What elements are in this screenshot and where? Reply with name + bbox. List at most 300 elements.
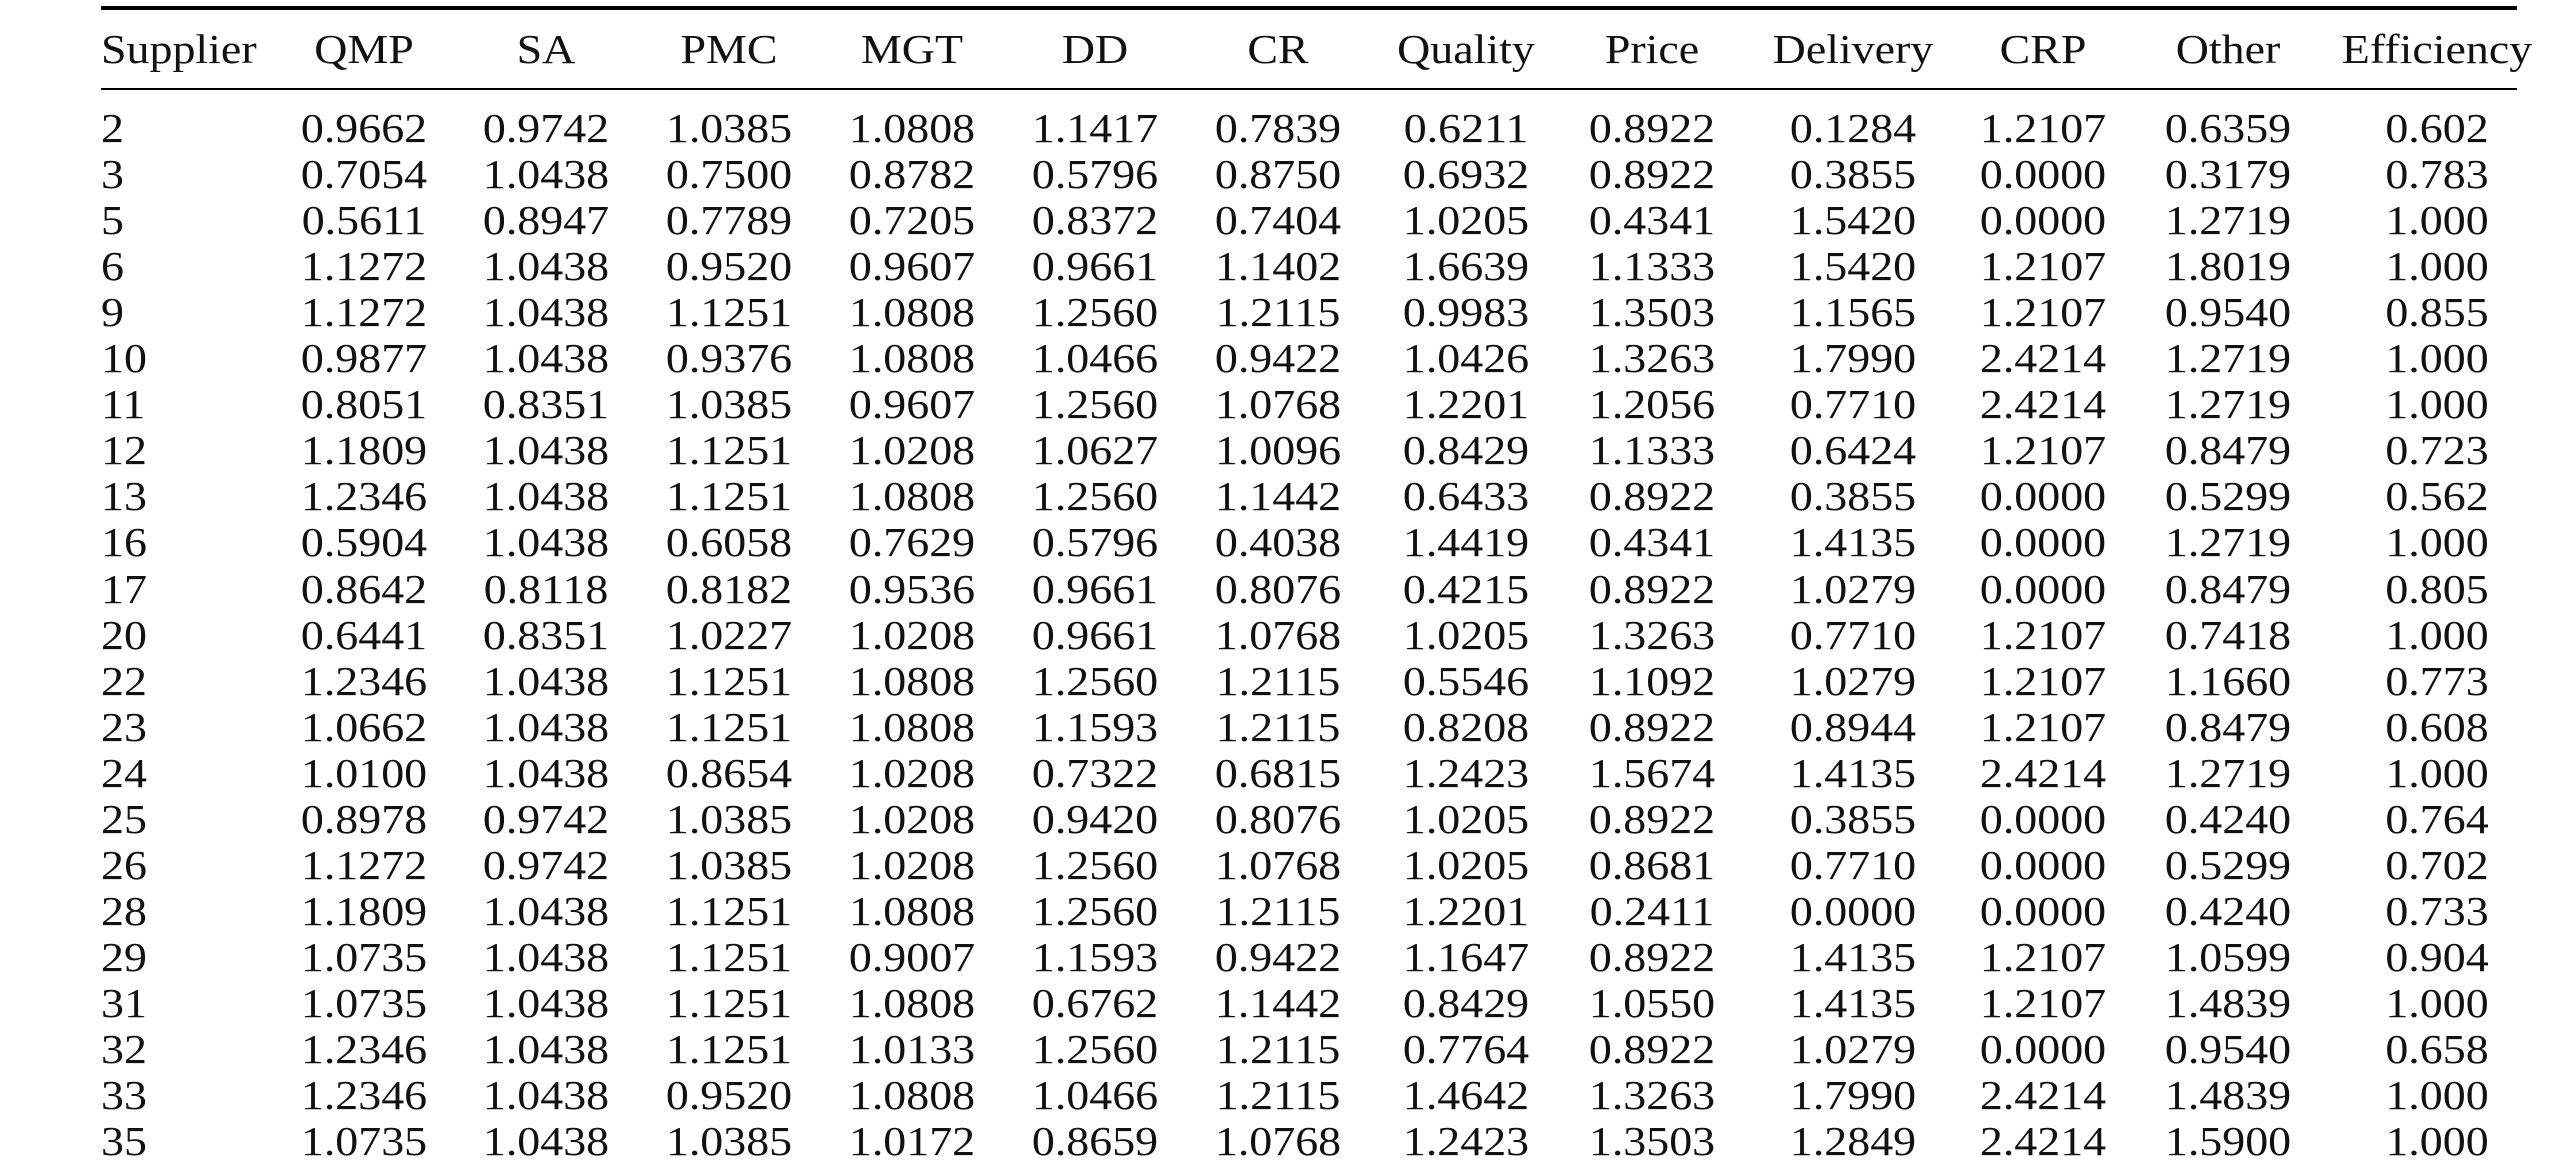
- table-cell: 0.9877: [300, 335, 428, 382]
- table-cell: 1.0735: [300, 1118, 428, 1165]
- column-header-crp: CRP: [1999, 26, 2087, 72]
- table-cell: 1.0438: [482, 473, 610, 520]
- supplier-id-cell: 2: [101, 105, 124, 151]
- column-header-supplier: Supplier: [101, 26, 257, 72]
- table-cell: 0.7418: [2164, 611, 2292, 658]
- table-cell: 0.9662: [300, 105, 428, 151]
- column-header-efficiency: Efficiency: [2341, 26, 2533, 72]
- table-cell: 1.1272: [300, 243, 428, 290]
- table-cell: 1.0735: [300, 933, 428, 980]
- table-cell: 1.0426: [1402, 335, 1530, 382]
- table-cell: 1.4135: [1789, 749, 1917, 796]
- table-cell: 0.8922: [1588, 473, 1716, 520]
- table-cell: 1.000: [2385, 243, 2489, 290]
- table-cell: 1.2115: [1215, 657, 1341, 704]
- table-cell: 1.6639: [1402, 243, 1530, 290]
- table-cell: 0.0000: [1789, 887, 1917, 934]
- table-header-rule: [101, 88, 2517, 90]
- table-cell: 1.2849: [1789, 1118, 1917, 1165]
- table-cell: 1.1442: [1214, 979, 1342, 1026]
- table-cell: 0.9536: [848, 565, 976, 612]
- table-cell: 1.1333: [1588, 243, 1716, 290]
- table-cell: 0.8076: [1214, 795, 1342, 842]
- table-cell: 1.2107: [1979, 611, 2107, 658]
- table-cell: 2.4214: [1979, 1118, 2107, 1165]
- column-header-delivery: Delivery: [1772, 26, 1934, 72]
- table-cell: 1.2560: [1031, 381, 1159, 428]
- supplier-id-cell: 33: [101, 1072, 147, 1119]
- table-cell: 0.7789: [665, 197, 793, 244]
- table-cell: 1.0550: [1588, 979, 1716, 1026]
- table-cell: 0.5546: [1402, 657, 1530, 704]
- table-cell: 1.2719: [2164, 519, 2292, 566]
- table-cell: 0.3179: [2164, 151, 2292, 198]
- table-cell: 1.1647: [1402, 933, 1530, 980]
- table-cell: 0.8681: [1588, 841, 1716, 888]
- table-cell: 0.0000: [1979, 565, 2107, 612]
- table-cell: 1.0100: [300, 749, 428, 796]
- table-cell: 1.0662: [300, 703, 428, 750]
- table-cell: 1.0279: [1789, 565, 1917, 612]
- table-cell: 0.0000: [1979, 197, 2107, 244]
- column-header-pmc: PMC: [680, 26, 778, 72]
- table-cell: 1.1251: [665, 473, 793, 520]
- table-cell: 1.0172: [848, 1118, 976, 1165]
- supplier-id-cell: 24: [101, 749, 147, 796]
- table-cell: 1.0438: [482, 749, 610, 796]
- table-cell: 1.0385: [665, 105, 793, 151]
- table-cell: 1.7990: [1789, 335, 1917, 382]
- table-cell: 0.904: [2385, 933, 2489, 980]
- table-cell: 0.8922: [1588, 565, 1716, 612]
- table-cell: 0.8944: [1789, 703, 1917, 750]
- table-cell: 1.0438: [482, 703, 610, 750]
- supplier-id-cell: 22: [101, 657, 147, 704]
- table-cell: 0.0000: [1979, 841, 2107, 888]
- table-cell: 0.9607: [848, 381, 976, 428]
- column-header-quality: Quality: [1397, 26, 1535, 72]
- table-cell: 0.3855: [1789, 795, 1917, 842]
- table-cell: 0.8922: [1588, 703, 1716, 750]
- table-cell: 0.9742: [482, 105, 610, 151]
- table-cell: 1.000: [2385, 519, 2489, 566]
- table-cell: 0.0000: [1979, 795, 2107, 842]
- column-header-price: Price: [1604, 26, 1700, 72]
- table-cell: 0.3855: [1789, 151, 1917, 198]
- table-cell: 0.8351: [482, 611, 610, 658]
- table-cell: 1.1809: [300, 427, 428, 474]
- table-cell: 1.4839: [2164, 979, 2292, 1026]
- table-cell: 1.4135: [1789, 933, 1917, 980]
- table-cell: 1.0808: [848, 473, 976, 520]
- table-cell: 1.2560: [1031, 887, 1159, 934]
- table-cell: 0.8922: [1588, 1026, 1716, 1072]
- supplier-id-cell: 20: [101, 611, 147, 658]
- table-cell: 1.0438: [482, 427, 610, 474]
- table-cell: 1.1251: [665, 427, 793, 474]
- table-cell: 0.9420: [1031, 795, 1159, 842]
- table-cell: 0.855: [2385, 289, 2489, 336]
- table-cell: 1.0205: [1402, 841, 1530, 888]
- table-cell: 1.4135: [1789, 979, 1917, 1026]
- table-cell: 0.8051: [300, 381, 428, 428]
- table-cell: 0.8782: [848, 151, 976, 198]
- table-cell: 0.723: [2385, 427, 2489, 474]
- table-cell: 0.8372: [1031, 197, 1159, 244]
- table-cell: 0.8351: [482, 381, 610, 428]
- table-cell: 1.0205: [1402, 611, 1530, 658]
- column-header-cr: CR: [1247, 26, 1309, 72]
- supplier-id-cell: 3: [101, 151, 124, 198]
- table-cell: 1.2056: [1588, 381, 1716, 428]
- table-cell: 1.0133: [848, 1026, 976, 1072]
- table-cell: 0.9742: [482, 841, 610, 888]
- table-cell: 1.2107: [1979, 657, 2107, 704]
- table-cell: 1.0438: [482, 1072, 610, 1119]
- table-cell: 1.5420: [1789, 197, 1917, 244]
- table-cell: 0.773: [2385, 657, 2489, 704]
- table-cell: 1.0208: [848, 749, 976, 796]
- supplier-id-cell: 6: [101, 243, 124, 290]
- table-cell: 1.1251: [665, 887, 793, 934]
- table-cell: 1.0438: [482, 657, 610, 704]
- table-cell: 1.1660: [2164, 657, 2292, 704]
- table-cell: 0.3855: [1789, 473, 1917, 520]
- table-cell: 1.0438: [482, 243, 610, 290]
- table-cell: 0.0000: [1979, 519, 2107, 566]
- table-cell: 1.0385: [665, 1118, 793, 1165]
- table-cell: 0.8659: [1031, 1118, 1159, 1165]
- table-cell: 1.0808: [848, 1072, 976, 1119]
- table-cell: 1.1333: [1588, 427, 1716, 474]
- table-cell: 0.6441: [300, 611, 428, 658]
- table-cell: 0.8118: [483, 565, 609, 612]
- table-cell: 1.0208: [848, 841, 976, 888]
- table-cell: 1.2107: [1979, 243, 2107, 290]
- table-cell: 1.0208: [848, 795, 976, 842]
- table-cell: 1.1272: [300, 289, 428, 336]
- table-cell: 1.0627: [1031, 427, 1159, 474]
- table-cell: 1.1272: [300, 841, 428, 888]
- table-cell: 1.7990: [1789, 1072, 1917, 1119]
- table-cell: 0.8642: [300, 565, 428, 612]
- table-cell: 1.4839: [2164, 1072, 2292, 1119]
- table-cell: 1.2719: [2164, 197, 2292, 244]
- table-cell: 0.4038: [1214, 519, 1342, 566]
- table-cell: 1.1593: [1031, 933, 1159, 980]
- table-cell: 0.7054: [300, 151, 428, 198]
- table-cell: 0.6762: [1031, 979, 1159, 1026]
- table-cell: 1.000: [2385, 381, 2489, 428]
- table-cell: 1.0438: [482, 979, 610, 1026]
- column-header-sa: SA: [516, 26, 576, 72]
- table-cell: 0.8429: [1402, 979, 1530, 1026]
- table-cell: 1.1251: [665, 703, 793, 750]
- table-cell: 0.7500: [665, 151, 793, 198]
- table-cell: 0.8479: [2164, 565, 2292, 612]
- supplier-id-cell: 29: [101, 933, 147, 980]
- table-cell: 0.8922: [1588, 151, 1716, 198]
- table-cell: 1.1251: [665, 933, 793, 980]
- supplier-id-cell: 26: [101, 841, 147, 888]
- table-cell: 1.2719: [2164, 381, 2292, 428]
- table-cell: 1.2201: [1402, 887, 1530, 934]
- table-cell: 1.2423: [1402, 1118, 1530, 1165]
- table-cell: 0.9742: [482, 795, 610, 842]
- table-cell: 1.0438: [482, 887, 610, 934]
- table-cell: 1.0808: [848, 657, 976, 704]
- table-cell: 2.4214: [1979, 381, 2107, 428]
- table-cell: 2.4214: [1979, 1072, 2107, 1119]
- table-cell: 0.7764: [1402, 1026, 1530, 1072]
- table-cell: 1.000: [2385, 335, 2489, 382]
- table-cell: 1.000: [2385, 979, 2489, 1026]
- table-cell: 0.0000: [1979, 151, 2107, 198]
- table-cell: 1.2560: [1031, 289, 1159, 336]
- table-cell: 0.8182: [665, 565, 793, 612]
- supplier-id-cell: 5: [101, 197, 124, 244]
- table-cell: 1.2346: [300, 657, 428, 704]
- supplier-id-cell: 25: [101, 795, 147, 842]
- table-cell: 1.0279: [1789, 1026, 1917, 1072]
- table-cell: 1.2115: [1215, 703, 1341, 750]
- table-cell: 1.0096: [1214, 427, 1342, 474]
- table-cell: 0.9540: [2164, 1026, 2292, 1072]
- table-cell: 1.0808: [848, 703, 976, 750]
- table-cell: 0.8076: [1214, 565, 1342, 612]
- column-header-other: Other: [2175, 26, 2281, 72]
- table-cell: 1.2346: [300, 1026, 428, 1072]
- table-cell: 0.8479: [2164, 427, 2292, 474]
- table-cell: 1.0227: [665, 611, 793, 658]
- table-cell: 1.5674: [1588, 749, 1716, 796]
- table-cell: 1.2107: [1979, 933, 2107, 980]
- table-cell: 1.0808: [848, 105, 976, 151]
- table-cell: 0.6058: [665, 519, 793, 566]
- table-cell: 1.2346: [300, 1072, 428, 1119]
- supplier-id-cell: 16: [101, 519, 147, 566]
- table-cell: 1.2719: [2164, 335, 2292, 382]
- table-cell: 1.0385: [665, 841, 793, 888]
- table-cell: 1.0385: [665, 795, 793, 842]
- table-cell: 1.0808: [848, 289, 976, 336]
- table-cell: 0.0000: [1979, 473, 2107, 520]
- table-cell: 1.0768: [1214, 1118, 1342, 1165]
- table-cell: 1.0208: [848, 611, 976, 658]
- table-cell: 2.4214: [1979, 335, 2107, 382]
- table-cell: 1.4135: [1789, 519, 1917, 566]
- table-cell: 1.0466: [1031, 1072, 1159, 1119]
- table-cell: 0.658: [2385, 1026, 2489, 1072]
- table-cell: 0.0000: [1979, 1026, 2107, 1072]
- table-cell: 0.8922: [1588, 105, 1716, 151]
- table-cell: 1.1442: [1214, 473, 1342, 520]
- table-cell: 1.3263: [1588, 611, 1716, 658]
- table-cell: 0.2411: [1589, 887, 1715, 934]
- table-cell: 0.733: [2385, 887, 2489, 934]
- table-cell: 0.9520: [665, 1072, 793, 1119]
- table-cell: 1.2115: [1215, 1072, 1341, 1119]
- table-cell: 1.1092: [1588, 657, 1716, 704]
- table-cell: 1.1251: [665, 979, 793, 1026]
- table-cell: 0.9661: [1031, 243, 1159, 290]
- table-cell: 0.9983: [1402, 289, 1530, 336]
- table-cell: 0.8922: [1588, 933, 1716, 980]
- table-cell: 0.7629: [848, 519, 976, 566]
- table-cell: 1.5420: [1789, 243, 1917, 290]
- table-cell: 0.9422: [1214, 335, 1342, 382]
- table-cell: 0.783: [2385, 151, 2489, 198]
- table-cell: 0.9607: [848, 243, 976, 290]
- table-cell: 1.1565: [1789, 289, 1917, 336]
- table-cell: 0.6815: [1214, 749, 1342, 796]
- supplier-id-cell: 10: [101, 335, 147, 382]
- table-cell: 0.9540: [2164, 289, 2292, 336]
- table-cell: 0.9661: [1031, 611, 1159, 658]
- table-cell: 0.8947: [482, 197, 610, 244]
- table-cell: 0.0000: [1979, 887, 2107, 934]
- supplier-id-cell: 31: [101, 979, 147, 1026]
- table-cell: 1.1593: [1031, 703, 1159, 750]
- supplier-id-cell: 11: [101, 381, 146, 428]
- table-cell: 1.0438: [482, 289, 610, 336]
- table-cell: 0.6359: [2164, 105, 2292, 151]
- table-cell: 1.0808: [848, 979, 976, 1026]
- table-cell: 1.2719: [2164, 749, 2292, 796]
- table-cell: 1.2201: [1402, 381, 1530, 428]
- table-cell: 0.5611: [301, 197, 427, 244]
- table-cell: 0.805: [2385, 565, 2489, 612]
- table-cell: 0.8750: [1214, 151, 1342, 198]
- table-cell: 0.4240: [2164, 795, 2292, 842]
- table-cell: 1.0768: [1214, 381, 1342, 428]
- table-cell: 1.0735: [300, 979, 428, 1026]
- table-cell: 0.8208: [1402, 703, 1530, 750]
- table-cell: 0.7839: [1214, 105, 1342, 151]
- table-cell: 1.2115: [1215, 1026, 1341, 1072]
- table-cell: 1.1251: [665, 657, 793, 704]
- table-cell: 1.000: [2385, 197, 2489, 244]
- table-cell: 1.0808: [848, 335, 976, 382]
- supplier-id-cell: 35: [101, 1118, 147, 1165]
- table-cell: 1.0205: [1402, 795, 1530, 842]
- table-cell: 1.2107: [1979, 979, 2107, 1026]
- table-cell: 1.4642: [1402, 1072, 1530, 1119]
- table-cell: 0.7322: [1031, 749, 1159, 796]
- table-cell: 1.000: [2385, 749, 2489, 796]
- table-cell: 0.9007: [848, 933, 976, 980]
- table-cell: 0.6433: [1402, 473, 1530, 520]
- table-cell: 1.2107: [1979, 427, 2107, 474]
- table-cell: 1.0466: [1031, 335, 1159, 382]
- table-cell: 0.6932: [1402, 151, 1530, 198]
- table-cell: 0.9661: [1031, 565, 1159, 612]
- table-cell: 1.1417: [1031, 105, 1159, 151]
- table-cell: 1.1402: [1214, 243, 1342, 290]
- table-cell: 1.1809: [300, 887, 428, 934]
- table-cell: 0.764: [2385, 795, 2489, 842]
- table-cell: 0.6424: [1789, 427, 1917, 474]
- table-cell: 0.8479: [2164, 703, 2292, 750]
- table-cell: 1.3503: [1588, 1118, 1716, 1165]
- table-cell: 1.0438: [482, 933, 610, 980]
- table-cell: 1.2423: [1402, 749, 1530, 796]
- table-cell: 0.4240: [2164, 887, 2292, 934]
- table-cell: 0.8978: [300, 795, 428, 842]
- table-cell: 1.0438: [482, 151, 610, 198]
- table-cell: 0.7205: [848, 197, 976, 244]
- table-cell: 1.1251: [665, 1026, 793, 1072]
- table-cell: 0.602: [2385, 105, 2489, 151]
- table-cell: 0.8654: [665, 749, 793, 796]
- table-cell: 1.0279: [1789, 657, 1917, 704]
- table-cell: 1.4419: [1402, 519, 1530, 566]
- column-header-mgt: MGT: [860, 26, 964, 72]
- table-cell: 1.2115: [1215, 887, 1341, 934]
- table-cell: 0.6211: [1403, 105, 1529, 151]
- table-cell: 0.4341: [1588, 519, 1716, 566]
- table-cell: 0.4341: [1588, 197, 1716, 244]
- table-cell: 0.8922: [1588, 795, 1716, 842]
- table-cell: 1.0438: [482, 1026, 610, 1072]
- table-cell: 1.2346: [300, 473, 428, 520]
- table-cell: 1.0385: [665, 381, 793, 428]
- table-cell: 0.8429: [1402, 427, 1530, 474]
- supplier-id-cell: 23: [101, 703, 147, 750]
- table-cell: 0.5299: [2164, 841, 2292, 888]
- table-cell: 1.0768: [1214, 611, 1342, 658]
- table-cell: 1.5900: [2164, 1118, 2292, 1165]
- supplier-id-cell: 9: [101, 289, 124, 336]
- column-header-qmp: QMP: [314, 26, 414, 72]
- table-cell: 0.5299: [2164, 473, 2292, 520]
- supplier-id-cell: 28: [101, 887, 147, 934]
- table-cell: 1.000: [2385, 1072, 2489, 1119]
- table-cell: 1.000: [2385, 1118, 2489, 1165]
- table-cell: 1.0208: [848, 427, 976, 474]
- supplier-id-cell: 32: [101, 1026, 147, 1072]
- table-cell: 0.4215: [1402, 565, 1530, 612]
- supplier-id-cell: 13: [101, 473, 147, 520]
- table-cell: 0.7710: [1789, 841, 1917, 888]
- table-cell: 1.0768: [1214, 841, 1342, 888]
- table-cell: 1.0438: [482, 1118, 610, 1165]
- table-cell: 0.608: [2385, 703, 2489, 750]
- table-cell: 0.9520: [665, 243, 793, 290]
- table-cell: 1.2107: [1979, 105, 2107, 151]
- table-cell: 1.2560: [1031, 473, 1159, 520]
- supplier-id-cell: 17: [101, 565, 147, 612]
- table-cell: 1.0438: [482, 519, 610, 566]
- table-cell: 2.4214: [1979, 749, 2107, 796]
- table-cell: 1.3263: [1588, 1072, 1716, 1119]
- table-cell: 1.0808: [848, 887, 976, 934]
- table-cell: 1.0599: [2164, 933, 2292, 980]
- table-cell: 1.2107: [1979, 289, 2107, 336]
- column-header-dd: DD: [1061, 26, 1129, 72]
- table-cell: 0.1284: [1789, 105, 1917, 151]
- table-cell: 1.2107: [1979, 703, 2107, 750]
- table-cell: 1.2560: [1031, 1026, 1159, 1072]
- table-cell: 1.3263: [1588, 335, 1716, 382]
- table-cell: 0.7710: [1789, 611, 1917, 658]
- table-cell: 1.2115: [1215, 289, 1341, 336]
- table-cell: 1.0438: [482, 335, 610, 382]
- table-cell: 1.8019: [2164, 243, 2292, 290]
- table-cell: 0.5796: [1031, 519, 1159, 566]
- table-cell: 0.702: [2385, 841, 2489, 888]
- table-cell: 0.5796: [1031, 151, 1159, 198]
